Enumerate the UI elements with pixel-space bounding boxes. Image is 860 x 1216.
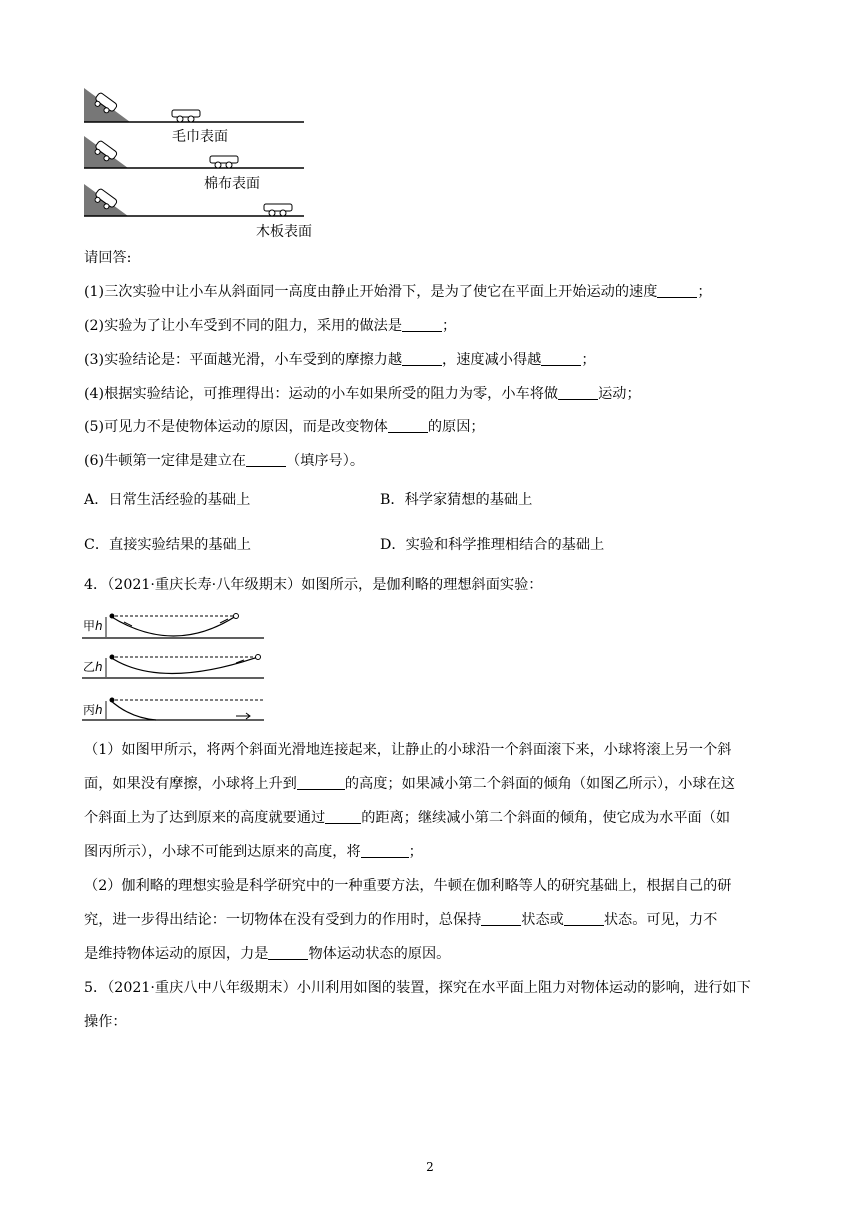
q5-line1: 5．（2021·重庆八中八年级期末）小川利用如图的装置，探究在水平面上阻力对物体运动的影响，进行如下 xyxy=(84,980,751,996)
q4-header: 4．（2021·重庆长寿·八年级期末）如图所示，是伽利略的理想斜面实验： xyxy=(84,577,543,593)
q4-p1-line4: 图丙所示），小球不可能到达原来的高度，将 ； xyxy=(84,844,423,860)
galileo-drawing xyxy=(80,610,270,726)
q3-item-2: (2)实验为了让小车受到不同的阻力，采用的做法是 ； xyxy=(84,318,457,334)
galileo-figure xyxy=(80,610,270,726)
q4-p1-line3: 个斜面上为了达到原来的高度就要通过 的距离；继续减小第二个斜面的倾角，使它成为水平面（如 xyxy=(84,810,731,826)
q3-item-1: (1)三次实验中让小车从斜面同一高度由静止开始滑下，是为了使它在平面上开始运动的速度 ； xyxy=(84,284,712,300)
answer-blank[interactable] xyxy=(402,351,442,366)
answer-blank[interactable] xyxy=(541,351,581,366)
answer-prompt: 请回答: xyxy=(84,250,132,266)
q4-p1-line2: 面，如果没有摩擦，小球将上升到 的高度；如果减小第二个斜面的倾角（如图乙所示），小球在这 xyxy=(84,776,735,792)
answer-blank[interactable] xyxy=(246,452,286,467)
surface-label-towel: 毛巾表面 xyxy=(172,129,228,145)
ramp-wood xyxy=(84,184,304,216)
q4-p2-line2: 究，进一步得出结论：一切物体在没有受到力的作用时，总保持 状态或 状态。可见，力不 xyxy=(84,912,718,928)
option-d[interactable]: D．实验和科学推理相结合的基础上 xyxy=(380,537,605,553)
q3-item-3: (3)实验结论是：平面越光滑，小车受到的摩擦力越 ，速度减小得越 ； xyxy=(84,352,596,368)
answer-blank[interactable] xyxy=(402,317,442,332)
q3-item-6: (6)牛顿第一定律是建立在 （填序号）。 xyxy=(84,453,365,469)
case-label-yi: 乙h xyxy=(83,660,103,674)
galileo-case-yi xyxy=(82,655,264,679)
option-a[interactable]: A．日常生活经验的基础上 xyxy=(84,492,251,508)
answer-blank[interactable] xyxy=(481,911,521,926)
case-label-jia: 甲h xyxy=(83,619,103,633)
q4-p1-line1: （1）如图甲所示，将两个斜面光滑地连接起来，让静止的小球沿一个斜面滚下来，小球将滚上另一个斜 xyxy=(84,742,732,758)
answer-blank[interactable] xyxy=(388,418,428,433)
answer-blank[interactable] xyxy=(564,911,604,926)
answer-blank[interactable] xyxy=(657,283,697,298)
ramp-towel xyxy=(84,88,304,122)
option-b[interactable]: B．科学家猜想的基础上 xyxy=(380,492,533,508)
surface-label-cotton: 棉布表面 xyxy=(204,176,260,192)
answer-blank[interactable] xyxy=(558,385,598,400)
cart-ramp-figure xyxy=(80,84,312,240)
galileo-case-bing xyxy=(82,698,264,721)
page-number: 2 xyxy=(426,1160,434,1174)
answer-blank[interactable] xyxy=(297,775,345,790)
q5-line2: 操作： xyxy=(84,1014,127,1030)
case-label-bing: 丙h xyxy=(83,703,103,717)
answer-blank[interactable] xyxy=(325,809,361,824)
q4-p2-line3: 是维持物体运动的原因，力是 物体运动状态的原因。 xyxy=(84,946,451,962)
cart-ramp-drawing xyxy=(80,84,310,234)
q3-item-4: (4)根据实验结论，可推理得出：运动的小车如果所受的阻力为零，小车将做 运动； xyxy=(84,386,641,402)
answer-blank[interactable] xyxy=(268,945,308,960)
option-c[interactable]: C．直接实验结果的基础上 xyxy=(84,537,251,553)
q3-item-5: (5)可见力不是使物体运动的原因，而是改变物体 的原因； xyxy=(84,419,485,435)
answer-blank[interactable] xyxy=(361,843,409,858)
q4-p2-line1: （2）伽利略的理想实验是科学研究中的一种重要方法，牛顿在伽利略等人的研究基础上，根据自己的研 xyxy=(84,878,732,894)
surface-label-wood: 木板表面 xyxy=(256,224,312,240)
galileo-case-jia xyxy=(82,614,264,639)
